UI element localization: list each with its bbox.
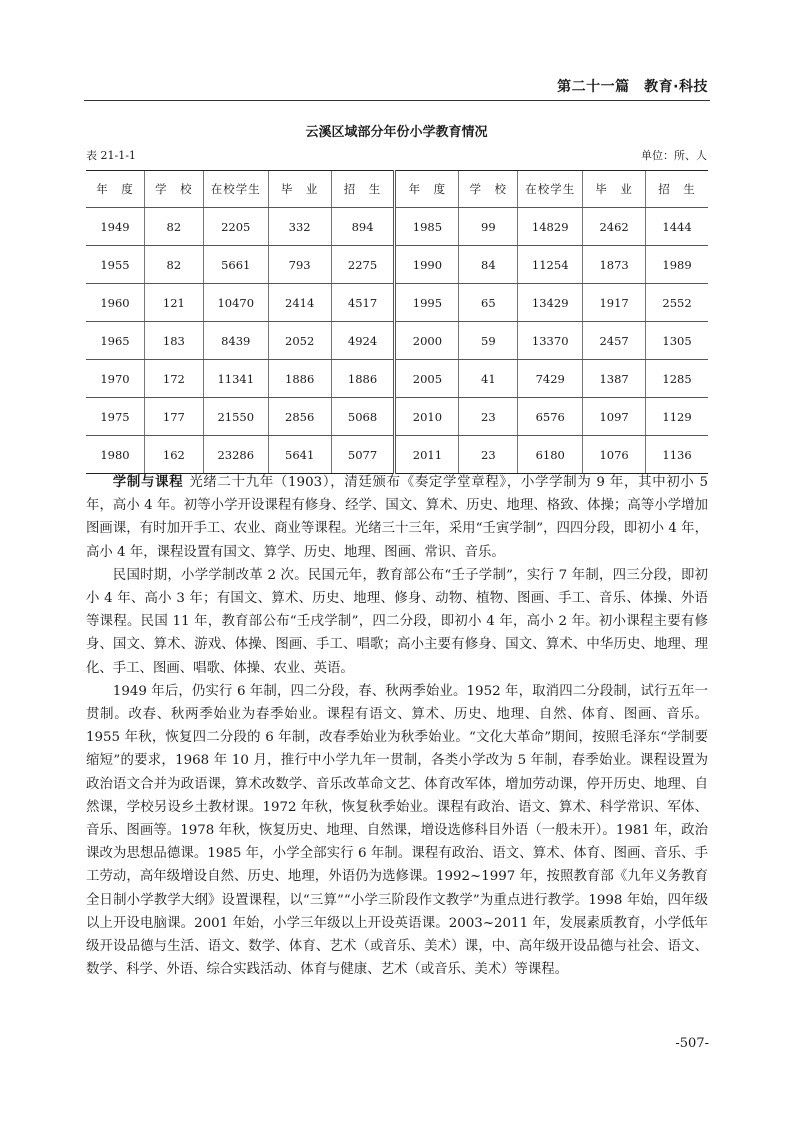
table-cell: 177 [144, 398, 203, 436]
table-cell: 6576 [518, 398, 583, 436]
column-header: 招 生 [331, 171, 395, 208]
table-cell: 1949 [86, 208, 144, 246]
table-cell: 1886 [331, 360, 395, 398]
table-cell: 11341 [203, 360, 268, 398]
table-cell: 121 [144, 284, 203, 322]
column-header: 毕 业 [583, 171, 646, 208]
column-header: 在校学生 [518, 171, 583, 208]
table-cell: 23 [459, 436, 518, 474]
table-cell: 183 [144, 322, 203, 360]
table-cell: 894 [331, 208, 395, 246]
table-row [86, 246, 708, 284]
table-cell: 1955 [86, 246, 144, 284]
table-cell: 1886 [268, 360, 331, 398]
table-cell: 1995 [395, 284, 459, 322]
table-row [86, 284, 708, 322]
table-cell: 82 [144, 246, 203, 284]
table-number: 表 21-1-1 [86, 149, 136, 162]
column-header: 在校学生 [203, 171, 268, 208]
paragraph-lead: 学制与课程 [112, 475, 184, 490]
table-cell: 1917 [583, 284, 646, 322]
table-cell: 172 [144, 360, 203, 398]
table-cell: 2462 [583, 208, 646, 246]
table-cell: 793 [268, 246, 331, 284]
table-cell: 1076 [583, 436, 646, 474]
table-cell: 1960 [86, 284, 144, 322]
table-cell: 59 [459, 322, 518, 360]
table-row [86, 398, 708, 436]
table-cell: 13429 [518, 284, 583, 322]
table-cell: 1387 [583, 360, 646, 398]
primary-education-table [86, 170, 708, 474]
table-cell: 1970 [86, 360, 144, 398]
table-cell: 1097 [583, 398, 646, 436]
table-cell: 5661 [203, 246, 268, 284]
table-cell: 332 [268, 208, 331, 246]
table-cell: 1444 [646, 208, 708, 246]
column-header: 毕 业 [268, 171, 331, 208]
table-cell: 1980 [86, 436, 144, 474]
table-cell: 1305 [646, 322, 708, 360]
table-cell: 23286 [203, 436, 268, 474]
column-header: 年 度 [395, 171, 459, 208]
table-cell: 2856 [268, 398, 331, 436]
paragraph-text: 光绪二十九年（1903），清廷颁布《奏定学堂章程》，小学学制为 9 年，其中初小 5 年，高小 4 年。初等小学开设课程有修身、经学、国文、算术、历史、地理、格致、体操；高等小学增加图画课，有时加开手工、农业、商业等课程。光绪三十三年，采用“壬寅学制”，四四分段，即初小 4 年，高小 4 年，课程设置有国文、算学、历史、地理、图画、常识、音乐。 [86, 475, 709, 560]
table-cell: 11254 [518, 246, 583, 284]
table-cell: 2205 [203, 208, 268, 246]
table-cell: 1129 [646, 398, 708, 436]
section-title: 第二十一篇 教育·科技 [557, 79, 708, 95]
column-header: 招 生 [646, 171, 708, 208]
table-title: 云溪区域部分年份小学教育情况 [305, 125, 488, 140]
table-cell: 4517 [331, 284, 395, 322]
table-cell: 2457 [583, 322, 646, 360]
table-cell: 2000 [395, 322, 459, 360]
table-cell: 5077 [331, 436, 395, 474]
body-text [86, 471, 708, 981]
table-row [86, 322, 708, 360]
table-cell: 2414 [268, 284, 331, 322]
table-cell: 82 [144, 208, 203, 246]
table-row [86, 436, 708, 474]
table-cell: 14829 [518, 208, 583, 246]
page-number: -507- [675, 1036, 709, 1051]
table-cell: 1965 [86, 322, 144, 360]
table-cell: 1136 [646, 436, 708, 474]
table-cell: 7429 [518, 360, 583, 398]
paragraph: 1949 年后，仍实行 6 年制，四二分段，春、秋两季始业。1952 年，取消四二分段制，试行五年一贯制。改春、秋两季始业为春季始业。课程有语文、算术、历史、地理、自然、体育、图画、音乐。1955 年秋，恢复四二分段的 6 年制，改春季始业为秋季始业。“文化大革命”期间，按照毛泽东“学制要缩短”的要求，1968 年 10 月，推行中小学九年一贯制，各类小学改为 5 年制，春季始业。课程设置为政治语文合并为政语课，算术改数学、音乐改革命文艺、体育改军体，增加劳动课，停开历史、地理、自然课，学校另设乡土教材课。1972 年秋，恢复秋季始业。课程有政治、语文、算术、科学常识、军体、音乐、图画等。1978 年秋，恢复历史、地理、自然课，增设选修科目外语（一般未开）。1981 年，政治课改为思想品德课。1985 年，小学全部实行 6 年制。课程有政治、语文、算术、体育、图画、音乐、手工劳动，高年级增设自然、历史、地理，外语仍为选修课。1992~1997 年，按照教育部《九年义务教育全日制小学教学大纲》设置课程，以“三算”“小学三阶段作文教学”为重点进行教学。1998 年始，四年级以上开设电脑课。2001 年始，小学三年级以上开设英语课。2003~2011 年，发展素质教育，小学低年级开设品德与生活、语文、数学、体育、艺术（或音乐、美术）课，中、高年级开设品德与社会、语文、数学、科学、外语、综合实践活动、体育与健康、艺术（或音乐、美术）等课程。 [86, 683, 708, 978]
table-header-row [86, 171, 708, 208]
table-cell: 2011 [395, 436, 459, 474]
table-cell: 6180 [518, 436, 583, 474]
table-cell: 1285 [646, 360, 708, 398]
table-cell: 5641 [268, 436, 331, 474]
table-cell: 21550 [203, 398, 268, 436]
table-cell: 8439 [203, 322, 268, 360]
table-cell: 2052 [268, 322, 331, 360]
table-cell: 41 [459, 360, 518, 398]
table-cell: 4924 [331, 322, 395, 360]
paragraph: 民国时期，小学学制改革 2 次。民国元年，教育部公布“壬子学制”，实行 7 年制，四三分段，即初小 4 年、高小 3 年；有国文、算术、历史、地理、修身、动物、植物、图画、手工、音乐、体操、外语等课程。民国 11 年，教育部公布“壬戌学制”，四二分段，即初小 4 年，高小 2 年。初小课程主要有修身、国文、算术、游戏、体操、图画、手工、唱歌；高小主要有修身、国文、算术、中华历史、地理、理化、手工、图画、唱歌、体操、农业、英语。 [86, 567, 708, 676]
column-header: 年 度 [86, 171, 144, 208]
column-header: 学 校 [144, 171, 203, 208]
table-cell: 162 [144, 436, 203, 474]
table-cell: 1989 [646, 246, 708, 284]
column-header: 学 校 [459, 171, 518, 208]
table-unit: 单位：所、人 [641, 149, 707, 162]
table-cell: 1873 [583, 246, 646, 284]
table-cell: 1975 [86, 398, 144, 436]
table-cell: 2275 [331, 246, 395, 284]
table-row [86, 360, 708, 398]
table-cell: 99 [459, 208, 518, 246]
table-cell: 10470 [203, 284, 268, 322]
running-header [84, 74, 710, 101]
table-cell: 1985 [395, 208, 459, 246]
table-cell: 23 [459, 398, 518, 436]
table-cell: 84 [459, 246, 518, 284]
table-cell: 2005 [395, 360, 459, 398]
table-cell: 5068 [331, 398, 395, 436]
table-row [86, 208, 708, 246]
table-cell: 2010 [395, 398, 459, 436]
table-cell: 65 [459, 284, 518, 322]
paragraph [86, 471, 708, 564]
table-cell: 1990 [395, 246, 459, 284]
table-cell: 13370 [518, 322, 583, 360]
table-cell: 2552 [646, 284, 708, 322]
